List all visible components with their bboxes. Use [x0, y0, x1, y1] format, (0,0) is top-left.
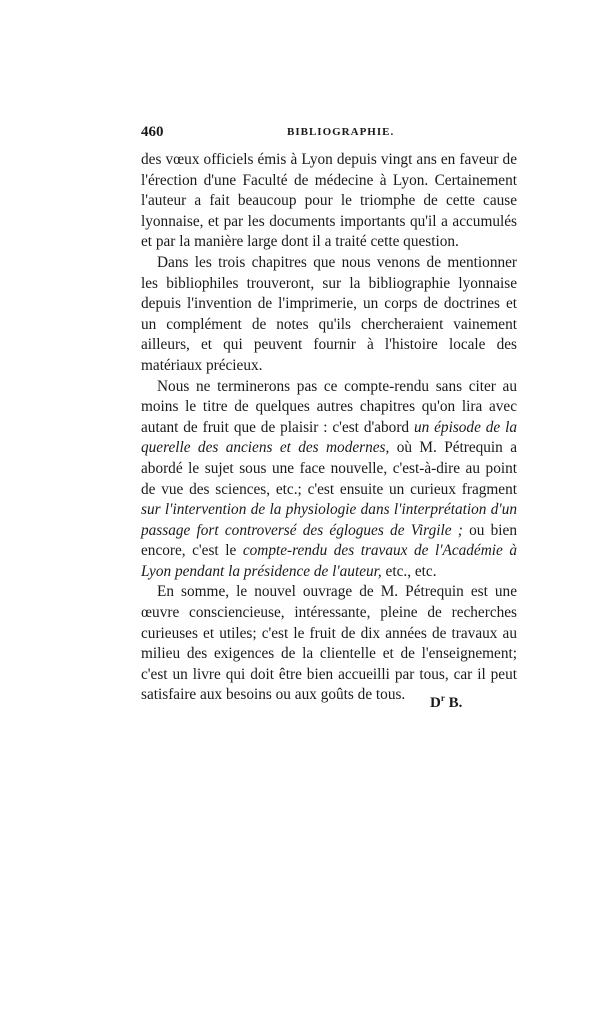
author-signature: [430, 693, 462, 712]
text-segment: où M. Pétrequin a abordé le sujet sous une face nouvelle, c'est-à-dire au point de vue des sciences, etc.; c'est ensuite un curieux fragment: [141, 439, 517, 498]
page-number: 460: [141, 124, 164, 140]
paragraph-p4: [141, 582, 517, 706]
paragraph-p3: [141, 377, 517, 583]
signature-name: B.: [444, 695, 463, 711]
italic-text: compte-rendu des travaux de l'Académie à Lyon pendant la présidence de l'auteur,: [141, 542, 518, 580]
signature-superscript: r: [440, 693, 445, 703]
italic-text: sur l'intervention de la physiologie dans l'interprétation d'un passage fort controversé des églogues de Virgile ;: [141, 501, 517, 539]
page-header: [141, 124, 471, 144]
text-segment: des vœux officiels émis à Lyon depuis vingt ans en faveur de l'érection d'une Faculté de médecine à Lyon. Certainement l'auteur a fait beaucoup pour le triomphe de cette cause lyonnaise, et par les documents importants qu'il a accumulés et par la manière large dont il a traité cette question.: [141, 151, 517, 251]
text-segment: ou bien encore, c'est le: [141, 521, 517, 560]
text-segment: En somme, le nouvel ouvrage de M. Pétrequin est une œuvre consciencieuse, intéressante, pleine de recherches curieuses et utiles; c'est le fruit de dix années de travaux au milieu des exigences de la clientelle et de l'enseignement; c'est un livre qui doit être bien accueilli par tous, car il peut satisfaire aux besoins ou aux goûts de tous.: [141, 583, 517, 704]
text-segment: Nous ne terminerons pas ce compte-rendu sans citer au moins le titre de quelques autres chapitres qu'on lira avec autant de fruit que de plaisir : c'est d'abord: [141, 377, 517, 436]
running-title: BIBLIOGRAPHIE.: [287, 126, 395, 138]
italic-text: un épisode de la querelle des anciens et des modernes,: [141, 418, 517, 457]
text-segment: Dans les trois chapitres que nous venons de mentionner les bibliophiles trouveront, sur la bibliographie lyonnaise depuis l'invention de l'imprimerie, un corps de doctrines et un complément de notes qu'ils chercheraient vainement ailleurs, et qui peuvent fournir à l'histoire locale des matériaux précieux.: [141, 253, 517, 374]
text-segment: etc., etc.: [381, 562, 437, 580]
paragraph-p2: [141, 253, 517, 377]
body-text: [141, 150, 517, 706]
signature-prefix: D: [430, 695, 441, 711]
paragraph-p1: [141, 150, 517, 253]
